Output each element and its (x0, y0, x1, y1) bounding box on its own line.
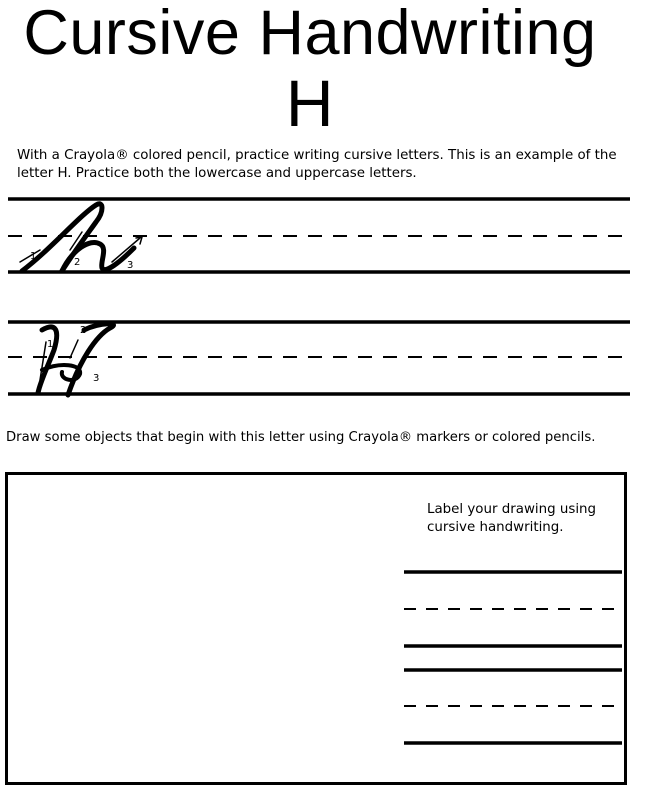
uppercase-stroke-2: 2 (80, 325, 87, 336)
lowercase-stroke-1: 1 (30, 251, 37, 262)
practice-instructions: With a Crayola® colored pencil, practice writing cursive letters. This is an example of the letter H. Practice both the lowercase and uppercase letters. (17, 148, 617, 181)
drawing-instructions: Draw some objects that begin with this letter using Crayola® markers or colored pencils. (6, 430, 596, 445)
uppercase-stroke-3: 3 (93, 373, 100, 384)
page-letter: H (285, 66, 335, 140)
page-title: Cursive Handwriting (23, 0, 597, 68)
lowercase-stroke-3: 3 (127, 260, 134, 271)
uppercase-stroke-1: 1 (47, 339, 54, 350)
label-note: Label your drawing using cursive handwriting. (427, 502, 597, 535)
uppercase-h-example (38, 324, 113, 395)
lowercase-h-example (20, 204, 142, 271)
lowercase-stroke-2: 2 (74, 257, 81, 268)
